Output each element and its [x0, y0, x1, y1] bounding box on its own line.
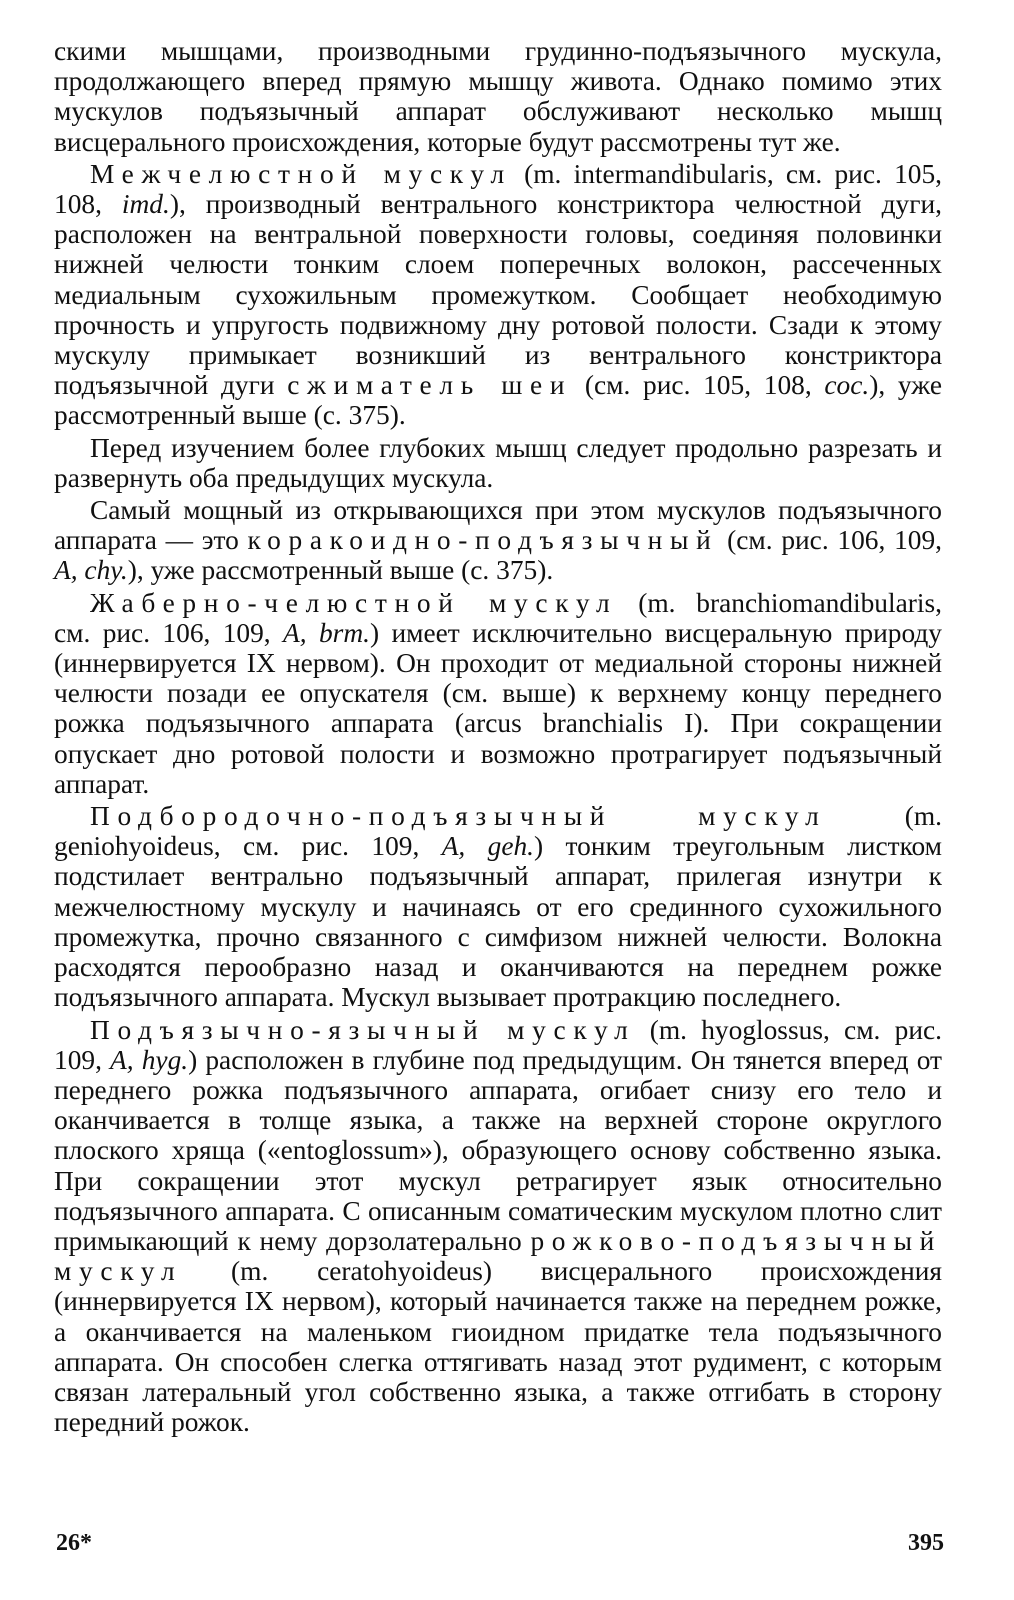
paragraph-text: ) тонким треугольным листком подстилает вентрально подъязычный аппарат, прилегая изнутри к межчелюстному мускулу и начинаясь от его срединного сухожильного промежутка, прочно связанного с симфизом нижней челюсти. Волокна расходятся перообразно назад и оканчиваются на переднем рожке подъязычного аппарата. Мускул вызывает протракцию последнего.	[54, 831, 942, 1013]
figure-abbreviation: A, chy.	[54, 555, 128, 586]
figure-abbreviation: coc.	[824, 370, 870, 401]
term-branchiomandibularis: Жаберно-челюстной мускул	[90, 587, 618, 618]
paragraph-coracohyoideus	[54, 495, 942, 586]
paragraph-text: скими мышцами, производными грудинно-подъязычного мускула, продолжающего вперед прямую мышцу живота. Однако помимо этих мускулов подъязычный аппарат обслуживают несколько мышц висцерального происхождения, которые будут рассмотрены тут же.	[54, 36, 942, 157]
term-hyoglossus: Подъязычно-язычный мускул	[90, 1014, 636, 1045]
paragraph-intermandibularis	[54, 159, 942, 431]
term-neck-constrictor: сжиматель шеи	[287, 370, 573, 401]
paragraph-text: ), уже рассмотренный выше (с. 375).	[54, 370, 942, 431]
paragraph-3	[54, 433, 942, 493]
paragraph-text: Перед изучением более глубоких мышц следует продольно разрезать и развернуть оба предыдущих мускула.	[54, 432, 942, 493]
paragraph-text: (см. рис. 105, 108,	[572, 370, 825, 401]
paragraph-branchiomandibularis	[54, 588, 942, 799]
term-ceratohyoideus: рожково-подъязычный мускул	[54, 1225, 942, 1287]
paragraph-text: (m. ceratohyoideus) висцерального происхождения (иннервируется IX нервом), который начинается также на переднем рожке, а оканчивается на маленьком гиоидном придатке тела подъязычного аппарата. Он способен слегка оттягивать назад этот рудимент, с которым связан латеральный угол собственно языка, а также отгибать в сторону передний рожок.	[54, 1256, 942, 1438]
paragraph-text: ) имеет исключительно висцеральную природу (иннервируется IX нервом). Он проходит от медиальной стороны нижней челюсти позади ее опускателя (см. выше) к верхнему концу переднего рожка подъязычного аппарата (arcus branchialis I). При сокращении опускает дно ротовой полости и возможно протрагирует подъязычный аппарат.	[54, 617, 942, 799]
figure-abbreviation: A, hyg.	[110, 1044, 189, 1075]
figure-abbreviation: imd.	[121, 189, 170, 220]
paragraph-text: ), производный вентрального констриктора челюстной дуги, расположен на вентральной поверхности головы, соединяя половинки нижней челюсти тонким слоем поперечных волокон, рассеченных медиальным сухожильным промежутком. Сообщает необходимую прочность и упругость подвижному дну ротовой полости. Сзади к этому мускулу примыкает возникший из вентрального констриктора подъязычной дуги	[54, 189, 942, 401]
term-geniohyoideus: Подбородочно-подъязычный мускул	[90, 801, 827, 832]
paragraph-text: (m. branchiomandibularis, см. рис. 106, 109,	[54, 587, 942, 648]
paragraph-geniohyoideus	[54, 801, 942, 1012]
signature-mark: 26*	[56, 1530, 92, 1556]
paragraph-1	[54, 36, 942, 157]
figure-abbreviation: A, brm.	[283, 617, 370, 648]
paragraph-text: ), уже рассмотренный выше (с. 375).	[127, 555, 554, 586]
paragraph-text: Самый мощный из открывающихся при этом мускулов подъязычного аппарата — это	[54, 495, 942, 556]
page-body	[54, 36, 942, 1437]
paragraph-text: (m. hyoglossus, см. рис. 109,	[54, 1014, 942, 1075]
paragraph-hyoglossus	[54, 1015, 942, 1438]
paragraph-text: (m. geniohyoideus, см. рис. 109,	[54, 801, 943, 862]
page-number: 395	[908, 1530, 944, 1556]
paragraph-text: ) расположен в глубине под предыдущим. Он тянется вперед от переднего рожка подъязычного аппарата, огибает снизу его тело и оканчивается в толще языка, а также на верхней стороне округлого плоского хряща («entoglossum»), образующего основу собственно языка. При сокращении этот мускул ретрагирует язык относительно подъязычного аппарата. С описанным соматическим мускулом плотно слит примыкающий к нему дорзолатерально	[54, 1044, 943, 1256]
term-coracohyoideus: коракоидно-подъязычный	[247, 525, 719, 556]
paragraph-text: (см. рис. 106, 109,	[718, 525, 942, 556]
term-intermandibularis: Межчелюстной мускул	[90, 158, 512, 189]
figure-abbreviation: A, geh.	[441, 831, 535, 862]
paragraph-text: (m. intermandibularis, см. рис. 105, 108,	[54, 158, 942, 220]
